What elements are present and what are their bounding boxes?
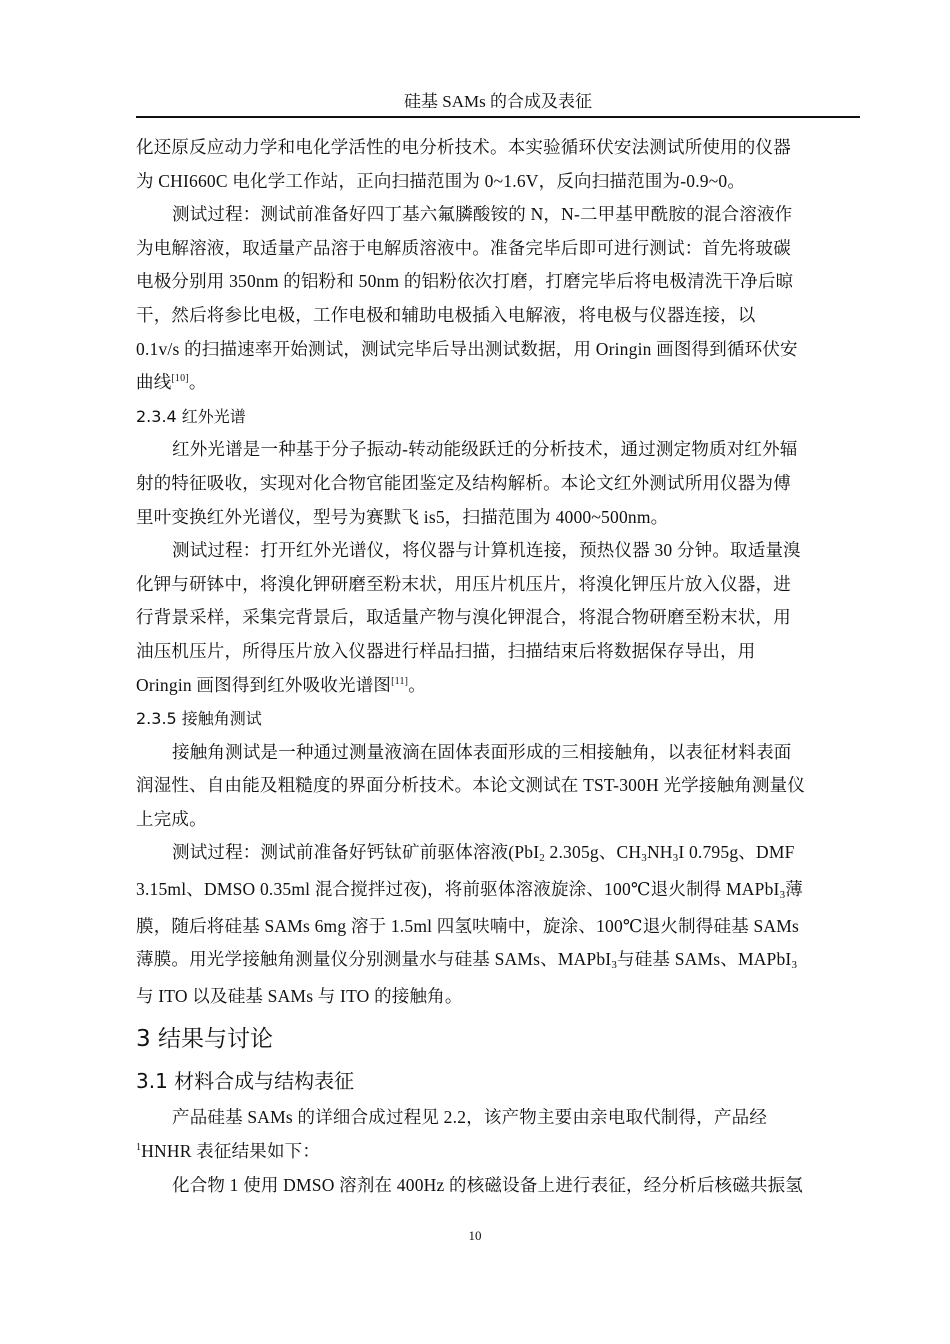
text-line — [136, 943, 860, 980]
section-heading-contact-angle: 2.3.5 接触角测试 — [136, 709, 262, 729]
text-line — [136, 366, 860, 400]
paragraph-contact-angle-procedure — [136, 836, 860, 1013]
paragraph-cv-procedure — [136, 198, 860, 400]
text-line: 为电解溶液，取适量产品溶于电解质溶液中。准备完毕后即可进行测试：首先将玻碳 — [136, 237, 791, 258]
text-line: 润湿性、自由能及粗糙度的界面分析技术。本论文测试在 TST-300H 光学接触角测量仪 — [136, 775, 806, 796]
section-heading-ir: 2.3.4 红外光谱 — [136, 406, 246, 426]
citation-ref: [10] — [171, 373, 189, 385]
text-line: 产品硅基 SAMs 的详细合成过程见 2.2，该产物主要由亲电取代制得，产品经 — [172, 1107, 768, 1128]
text-line: 化还原反应动力学和电化学活性的电分析技术。本实验循环伏安法测试所使用的仪器 — [136, 137, 791, 157]
text-line: 射的特征吸收，实现对化合物官能团鉴定及结构解析。本论文红外测试所用仪器为傅 — [136, 472, 791, 493]
text-line: 上完成。 — [136, 808, 207, 829]
text-line: 为 CHI660C 电化学工作站，正向扫描范围为 0~1.6V，反向扫描范围为-0.9~0。 — [136, 170, 746, 191]
text-line: 电极分别用 350nm 的铝粉和 50nm 的铝粉依次打磨，打磨完毕后将电极清洗干净后晾 — [136, 271, 794, 292]
text-line: 化钾与研钵中，将溴化钾研磨至粉末状，用压片机压片，将溴化钾压片放入仪器，进 — [136, 573, 791, 594]
paragraph-cv-intro — [136, 131, 860, 198]
text-line: 油压机压片，所得压片放入仪器进行样品扫描，扫描结束后将数据保存导出，用 — [136, 640, 756, 661]
text-fragment: Oringin 画图得到红外吸收光谱图 — [136, 674, 392, 695]
text-fragment: HNHR 表征结果如下： — [141, 1141, 321, 1162]
paragraph-contact-angle-intro — [136, 736, 860, 837]
text-line: 化合物 1 使用 DMSO 溶剂在 400Hz 的核磁设备上进行表征，经分析后核磁共振氢 — [172, 1174, 804, 1195]
citation-ref: [11] — [391, 675, 409, 687]
subscript: 3 — [779, 889, 786, 902]
text-line — [136, 836, 860, 873]
text-line — [136, 1135, 860, 1169]
text-fragment: 。 — [408, 674, 426, 695]
paragraph-ir-procedure — [136, 534, 860, 702]
text-fragment: NH — [646, 842, 673, 863]
text-line: 里叶变换红外光谱仪，型号为赛默飞 is5，扫描范围为 4000~500nm。 — [136, 506, 669, 527]
text-fragment: 测试过程：测试前准备好钙钛矿前驱体溶液(PbI — [172, 842, 540, 863]
page-number: 10 — [468, 1228, 482, 1243]
text-line — [136, 669, 860, 703]
text-line: 红外光谱是一种基于分子振动-转动能级跃迁的分析技术，通过测定物质对红外辐 — [172, 439, 798, 460]
text-fragment: I 0.795g、DMF — [678, 842, 795, 863]
text-line: 行背景采样，采集完背景后，取适量产物与溴化钾混合，将混合物研磨至粉末状，用 — [136, 607, 791, 628]
page-content — [136, 131, 860, 1202]
header-rule — [136, 116, 860, 118]
text-line: 0.1v/s 的扫描速率开始测试，测试完毕后导出测试数据，用 Oringin 画图得到循环伏安 — [136, 338, 798, 359]
subscript: 3 — [641, 852, 647, 865]
text-fragment: 薄 — [785, 879, 803, 900]
superscript: 1 — [136, 1142, 142, 1154]
paragraph-synthesis — [136, 1101, 860, 1168]
text-line: 膜，随后将硅基 SAMs 6mg 溶于 1.5ml 四氢呋喃中，旋涂、100℃退火制得硅基 SAMs — [136, 915, 800, 936]
text-line: 干，然后将参比电极，工作电极和辅助电极插入电解液，将电极与仪器连接，以 — [136, 304, 756, 325]
subscript: 2 — [539, 852, 545, 865]
running-header: 硅基 SAMs 的合成及表征 — [404, 92, 592, 111]
subscript: 3 — [611, 959, 618, 972]
paragraph-ir-intro — [136, 433, 860, 534]
subscript: 3 — [672, 852, 679, 865]
paragraph-nmr — [136, 1169, 860, 1203]
text-fragment: 3.15ml、DMSO 0.35ml 混合搅拌过夜)，将前驱体溶液旋涂、100℃退火制得 MAPbI — [136, 879, 780, 900]
section-heading-synthesis: 3.1 材料合成与结构表征 — [136, 1069, 355, 1094]
text-line: 接触角测试是一种通过测量液滴在固体表面形成的三相接触角，以表征材料表面 — [172, 741, 792, 762]
text-fragment: 曲线 — [136, 372, 172, 393]
text-fragment: 薄膜。用光学接触角测量仪分别测量水与硅基 SAMs、MAPbI — [136, 949, 612, 970]
text-fragment: 2.305g、CH — [544, 842, 642, 863]
subscript: 3 — [791, 959, 798, 972]
text-fragment: 。 — [188, 372, 207, 393]
text-line — [136, 873, 860, 910]
text-line: 测试过程：打开红外光谱仪，将仪器与计算机连接，预热仪器 30 分钟。取适量溴 — [172, 540, 801, 561]
chapter-heading-results: 3 结果与讨论 — [136, 1026, 273, 1053]
text-line: 与 ITO 以及硅基 SAMs 与 ITO 的接触角。 — [136, 985, 463, 1006]
text-line: 测试过程：测试前准备好四丁基六氟膦酸铵的 N，N-二甲基甲酰胺的混合溶液作 — [172, 204, 793, 225]
text-fragment: 与硅基 SAMs、MAPbI — [617, 949, 792, 970]
